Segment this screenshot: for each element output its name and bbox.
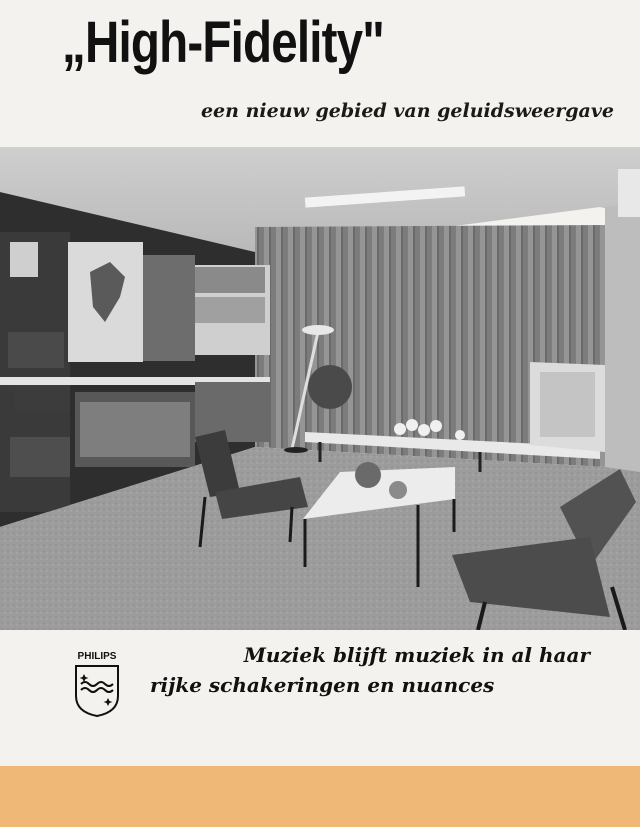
tagline-line-2: rijke schakeringen en nuances [150, 673, 495, 697]
tagline-line-1: Muziek blijft muziek in al haar [243, 643, 590, 667]
philips-logo [70, 648, 124, 718]
headline-title: „High-Fidelity" [62, 10, 385, 75]
tagline [150, 640, 590, 700]
living-room-photo [0, 147, 640, 630]
headline-subtitle: een nieuw gebied van geluidsweergave [200, 100, 614, 122]
brand-text: PHILIPS [77, 651, 117, 662]
orange-footer-band [0, 766, 640, 827]
